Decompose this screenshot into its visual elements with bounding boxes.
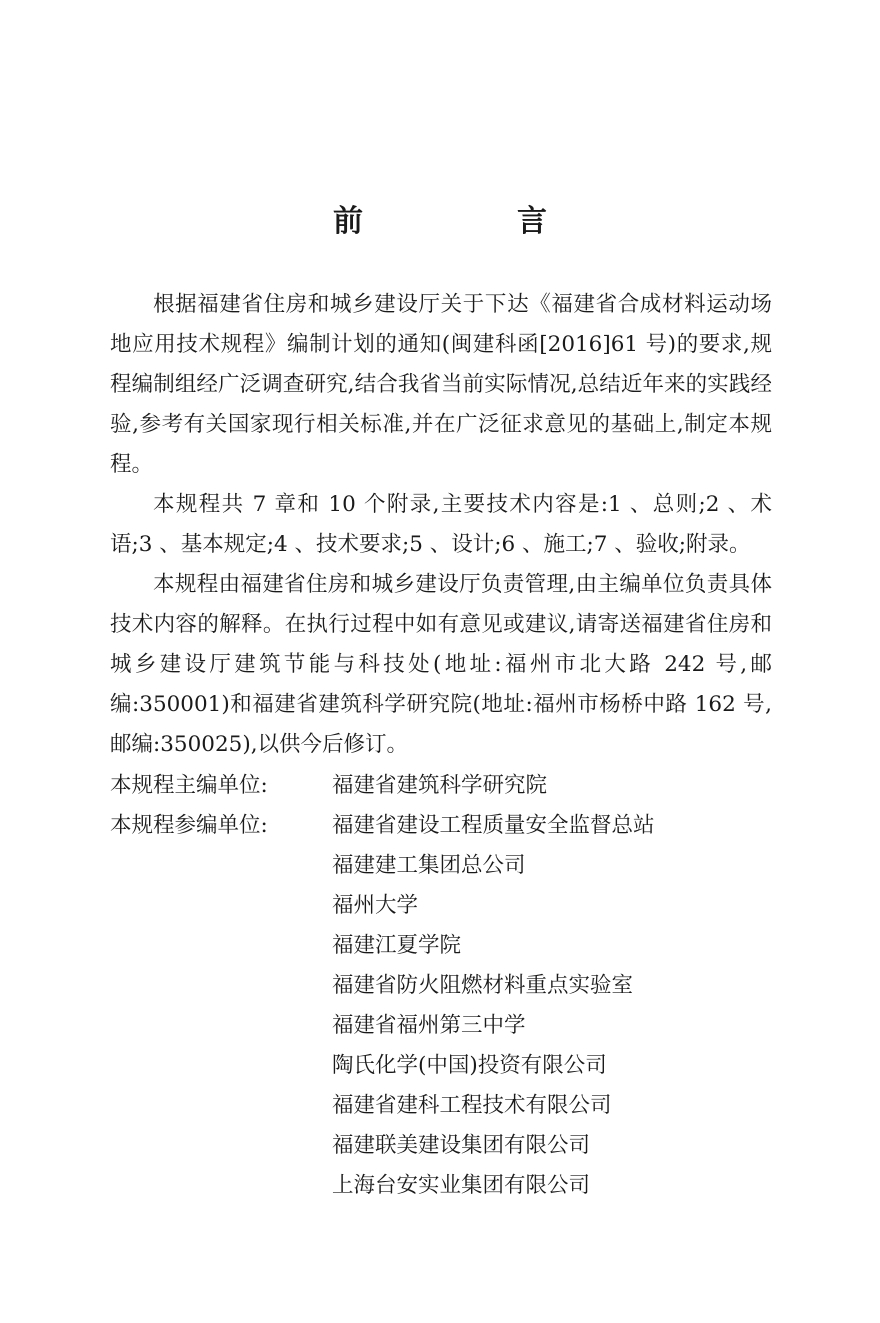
participating-unit: 福建省福州第三中学 (332, 1013, 526, 1038)
page-title: 前 言 (333, 204, 609, 239)
paragraph-2: 本规程共 7 章和 10 个附录,主要技术内容是:1 、总则;2 、术语;3 、基本规定;4 、技术要求;5 、设计;6 、施工;7 、验收;附录。 (110, 492, 772, 557)
chief-editor-unit: 福建省建筑科学研究院 (332, 773, 548, 798)
participating-unit: 福建省建科工程技术有限公司 (332, 1093, 612, 1118)
participating-row (110, 806, 772, 1206)
participating-unit: 陶氏化学(中国)投资有限公司 (332, 1053, 607, 1078)
participating-label: 本规程参编单位: (110, 813, 268, 838)
participating-unit: 上海台安实业集团有限公司 (332, 1173, 591, 1198)
paragraph-1: 根据福建省住房和城乡建设厅关于下达《福建省合成材料运动场地应用技术规程》编制计划的通知(闽建科函[2016]61 号)的要求,规程编制组经广泛调查研究,结合我省当前实际情况,总结近年来的实践经验,参考有关国家现行相关标准,并在广泛征求意见的基础上,制定本规程。 (110, 292, 772, 477)
participating-unit: 福建建工集团总公司 (332, 853, 526, 878)
participating-unit: 福建省防火阻燃材料重点实验室 (332, 973, 634, 998)
participating-unit: 福建省建设工程质量安全监督总站 (332, 813, 655, 838)
participating-unit: 福州大学 (332, 893, 419, 918)
editorial-units (110, 766, 772, 1206)
chief-editor-label: 本规程主编单位: (110, 773, 268, 798)
chief-editor-row (110, 766, 772, 806)
participating-unit: 福建联美建设集团有限公司 (332, 1133, 591, 1158)
paragraph-3: 本规程由福建省住房和城乡建设厅负责管理,由主编单位负责具体技术内容的解释。在执行过程中如有意见或建议,请寄送福建省住房和城乡建设厅建筑节能与科技处(地址:福州市北大路 242 号,邮编:350001)和福建省建筑科学研究院(地址:福州市杨桥中路 162 号,邮编:350025),以供今后修订。 (110, 572, 772, 757)
preface-body (110, 285, 772, 765)
participating-list (332, 806, 772, 1206)
participating-unit: 福建江夏学院 (332, 933, 462, 958)
chief-editor-list (332, 766, 772, 806)
